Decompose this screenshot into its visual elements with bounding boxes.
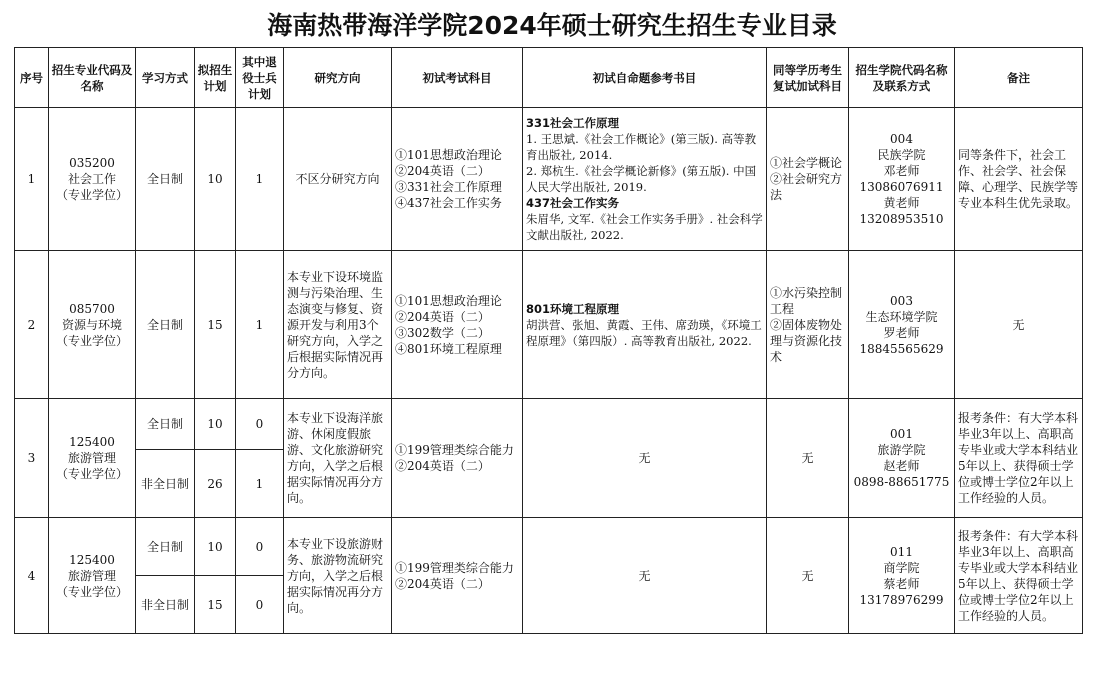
mode-cell: 全日制 [136,108,195,251]
contact-phone: 13178976299 [859,592,944,607]
extra-item: ①水污染控制工程 [770,285,843,316]
major-cell [49,108,136,251]
seq-cell: 3 [15,399,49,518]
direction-cell: 本专业下设环境监测与污染治理、生态演变与修复、资源开发与利用3个研究方向，入学之后根据实际情况再分方向。 [284,251,392,399]
major-type: （专业学位） [55,333,128,348]
mode-cell: 全日制 [136,518,195,576]
major-type: （专业学位） [55,584,128,599]
exams-cell [392,108,523,251]
header-veteran-plan: 其中退役士兵计划 [236,48,284,108]
major-type: （专业学位） [55,188,128,202]
contact-phone: 13208953510 [859,212,944,226]
exam-item: ③302数学（二） [395,325,490,340]
header-extra-subjects: 同等学历考生复试加试科目 [767,48,849,108]
exam-item: ①101思想政治理论 [395,148,502,162]
exam-item: ②204英语（二） [395,459,490,473]
exam-item: ②204英语（二） [395,576,490,591]
header-row [15,48,1083,108]
book-entry: 胡洪营、张旭、黄霞、王伟、席劲瑛，《环境工程原理》（第四版）. 高等教育出版社, 2022. [526,317,762,348]
extra-cell [767,251,849,399]
contact-name: 蔡老师 [883,576,920,591]
exams-cell [392,251,523,399]
extra-item: ②社会研究方法 [770,172,843,202]
header-books: 初试自命题参考书目 [523,48,767,108]
book-subject-heading: 801环境工程原理 [526,301,620,316]
header-remark: 备注 [955,48,1083,108]
major-name: 旅游管理 [67,451,116,465]
exam-item: ④437社会工作实务 [395,196,502,210]
book-entry: 1. 王思斌.《社会工作概论》(第三版). 高等教育出版社, 2014. [526,132,757,162]
remark-cell: 无 [955,251,1083,399]
plan-cell: 15 [195,576,236,634]
exam-item: ①101思想政治理论 [395,293,502,308]
major-type: （专业学位） [55,467,128,481]
books-cell: 无 [523,399,767,518]
extra-cell [767,108,849,251]
books-cell: 无 [523,518,767,634]
mode-cell: 全日制 [136,399,195,450]
major-name: 资源与环境 [61,317,122,332]
veteran-cell: 0 [236,399,284,450]
veteran-cell: 0 [236,576,284,634]
header-college: 招生学院代码名称及联系方式 [849,48,955,108]
college-cell [849,518,955,634]
exam-item: ①199管理类综合能力 [395,560,514,575]
contact-phone: 18845565629 [859,341,944,356]
college-name: 生态环境学院 [865,309,938,324]
plan-cell: 10 [195,518,236,576]
major-name: 社会工作 [67,172,116,186]
extra-cell: 无 [767,399,849,518]
veteran-cell: 1 [236,251,284,399]
contact-name: 赵老师 [883,459,920,473]
contact-name: 黄老师 [883,196,920,210]
header-code-name: 招生专业代码及名称 [49,48,136,108]
books-cell [523,251,767,399]
college-cell [849,251,955,399]
plan-cell: 10 [195,108,236,251]
mode-cell: 非全日制 [136,576,195,634]
college-cell [849,108,955,251]
college-code: 001 [890,427,913,441]
college-code: 004 [890,132,913,146]
exams-cell [392,399,523,518]
exam-item: ④801环境工程原理 [395,341,502,356]
direction-cell: 本专业下设海洋旅游、休闲度假旅游、文化旅游研究方向，入学之后根据实际情况再分方向。 [284,399,392,518]
major-code: 035200 [69,156,115,170]
seq-cell: 1 [15,108,49,251]
header-exam-subjects: 初试考试科目 [392,48,523,108]
extra-cell: 无 [767,518,849,634]
major-cell [49,518,136,634]
catalog-table [14,47,1083,634]
direction-cell: 不区分研究方向 [284,108,392,251]
college-name: 商学院 [883,560,920,575]
plan-cell: 10 [195,399,236,450]
exam-item: ③331社会工作原理 [395,180,502,194]
college-name: 旅游学院 [877,443,926,457]
remark-cell: 同等条件下，社会工作、社会学、社会保障、心理学、民族学等专业本科生优先录取。 [955,108,1083,251]
veteran-cell: 1 [236,108,284,251]
book-entry: 2. 郑杭生.《社会学概论新修》(第五版). 中国人民大学出版社, 2019. [526,164,757,194]
contact-phone: 13086076911 [859,180,944,194]
exams-cell [392,518,523,634]
veteran-cell: 1 [236,450,284,518]
contact-phone: 0898-88651775 [853,475,950,489]
major-cell [49,251,136,399]
table-row [15,251,1083,399]
plan-cell: 15 [195,251,236,399]
header-study-mode: 学习方式 [136,48,195,108]
header-plan: 拟招生计划 [195,48,236,108]
book-subject-heading: 437社会工作实务 [526,196,620,210]
exam-item: ②204英语（二） [395,309,490,324]
table-row [15,399,1083,450]
header-seq: 序号 [15,48,49,108]
exam-item: ②204英语（二） [395,164,490,178]
contact-name: 邓老师 [883,164,920,178]
major-code: 125400 [69,435,115,449]
plan-cell: 26 [195,450,236,518]
mode-cell: 非全日制 [136,450,195,518]
direction-cell: 本专业下设旅游财务、旅游物流研究方向，入学之后根据实际情况再分方向。 [284,518,392,634]
remark-cell: 报考条件：有大学本科毕业3年以上、高职高专毕业或大学本科结业5年以上、获得硕士学位或博士学位2年以上工作经验的人员。 [955,518,1083,634]
header-direction: 研究方向 [284,48,392,108]
book-subject-heading: 331社会工作原理 [526,116,620,130]
college-code: 011 [890,544,913,559]
college-cell [849,399,955,518]
exam-item: ①199管理类综合能力 [395,443,514,457]
mode-cell: 全日制 [136,251,195,399]
remark-cell: 报考条件：有大学本科毕业3年以上、高职高专毕业或大学本科结业5年以上、获得硕士学位或博士学位2年以上工作经验的人员。 [955,399,1083,518]
table-row [15,518,1083,576]
veteran-cell: 0 [236,518,284,576]
extra-item: ②固体废物处理与资源化技术 [770,317,843,364]
books-cell [523,108,767,251]
major-code: 085700 [69,301,115,316]
table-row [15,108,1083,251]
seq-cell: 2 [15,251,49,399]
college-name: 民族学院 [877,148,926,162]
seq-cell: 4 [15,518,49,634]
college-code: 003 [890,293,913,308]
page-title: 海南热带海洋学院2024年硕士研究生招生专业目录 [267,11,837,40]
contact-name: 罗老师 [883,325,920,340]
major-cell [49,399,136,518]
book-entry: 朱眉华, 文军.《社会工作实务手册》. 社会科学文献出版社, 2022. [526,212,763,242]
major-code: 125400 [69,552,115,567]
extra-item: ①社会学概论 [770,156,843,170]
major-name: 旅游管理 [67,568,116,583]
